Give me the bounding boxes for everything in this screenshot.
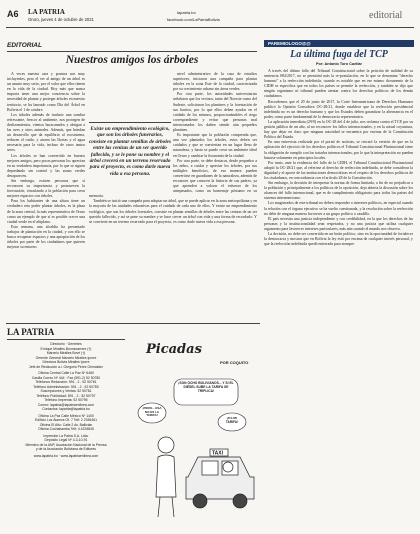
masthead-row: Casilla Correo Nº 444 · Fax (591-2) 52 50780 xyxy=(31,375,101,380)
bubble-reply xyxy=(218,413,246,431)
opinion-paragraph: El país necesita una justicia independiente y con credibilidad, en la que los derechos de las personas y la institucionalidad sean respetados, y no una justicia que utiliza cualquier argumento para favorecer intereses particulares, más aún cuando el mundo nos observa. xyxy=(264,216,413,231)
section-name: editorial xyxy=(369,10,403,21)
page-number: A6 xyxy=(7,9,19,19)
editorial-paragraph: Los árboles además de traducir una sombra refrescante, frescor al ambiente, nos protegen de deslizamientos, vientos huracanados y abrigan a las aves y otros animales. Además, que brindan un desarrollo que da equilibrio al ecosistema, reducen el ruido, y atraen las lluvias y el agua necesaria para la vida, incluso de otros tantos seres. xyxy=(7,112,85,153)
pullquote-top-rule xyxy=(89,122,171,123)
editorial-column-1 xyxy=(7,72,85,250)
editorial-title: Nuestros amigos los árboles xyxy=(65,54,199,66)
masthead-row: Teléfono Imprenta: 52 50795 xyxy=(44,398,88,402)
masthead-row: Miembro de la ANP, Asociación Nacional de la Prensa xyxy=(25,442,107,447)
masthead-row: Oficina La Paz Calle México Nº 1400 xyxy=(38,413,94,418)
masthead-rule xyxy=(7,339,125,340)
editorial-column-2 xyxy=(89,72,257,316)
masthead-row: Enrique Miralles Bonnecarrere (†) xyxy=(40,346,92,351)
opinion-paragraph: Recordemos que el 29 de junio de 2017, la Corte Interamericana de Derechos Humanos publicó la Opinión Consultiva OC-28/21, donde establece que la reelección presidencial indefinida no es un derecho humano y que los Estados deben garantizar la alternancia en el poder, como parte fundamental de la democracia representativa. xyxy=(264,99,413,119)
masthead-row: Teléfono Administración: 591 - 2 - 52 50780 xyxy=(33,384,99,389)
editorial-paragraph: Para los habitantes de una altura tiene un verdadero reto poder plantar árboles, es la plaza de la zona central, la más representativa de Oruro como un ejemplo de que sí es posible crecer una ciudad verde en el altiplano. xyxy=(7,199,85,224)
bubble-reply-text: ¡ES MI TARIFA! xyxy=(225,417,239,424)
pullquote-text: Existe un emprendimiento ecológico, que son los árboles funerarios, consiste en plantar semillas de árboles entre las cenizas de un ser querido fallecido, y se le pone su nombre y el árbol crecerá en un terreno reservado para el proyecto, es como darle nueva vida a esa persona. xyxy=(89,126,171,177)
opinion-title: La última fuga del TCP xyxy=(290,49,388,60)
header-facebook[interactable]: facebook.com/LaPatriaBolivia xyxy=(167,17,220,22)
masthead-rows xyxy=(7,342,125,458)
bubble-driver-text: ¡SON OCHO BOLIVIANOS... Y SI EL DIÉSEL SUBE LA TARIFA SE TRIPLICA! xyxy=(178,381,234,393)
masthead-row: Directorio · Gerentes xyxy=(50,342,82,346)
taxi-car xyxy=(186,449,254,508)
mid-page-rule xyxy=(6,323,260,324)
opinion-paragraph: En una entrevista realizada por el portal de noticias, se rescató la versión de que en la aplicación del ejercicio de los derechos políticos el Tribunal Constitucional Plurinacional tiene la obligación de cumplir con los tratados internacionales, por lo que la interpretación no pueden basarse solamente en principios locales. xyxy=(264,140,413,160)
opinion-author: Por: Antonio Toro Cuellar xyxy=(316,62,362,66)
masthead-brand: LA PATRIA xyxy=(7,327,55,337)
masthead-row: Depósito Legal Nº 4-3-10-91 xyxy=(44,438,88,442)
opinion-article xyxy=(264,34,414,529)
masthead-row: Edificio Los Álamos Of. 7 Telf: 2 2336461 xyxy=(35,418,97,422)
header-brand: LA PATRIA xyxy=(28,8,65,16)
masthead-row: Teléfono Publicidad: 591 - 2 - 52 50797 xyxy=(36,393,96,398)
opinion-paragraph: Los magistrados de este tribunal no deben responder a intereses políticos, en especial cuando la relación con el órgano ejecutivo se ha vuelto cuestionada, y la resolución sobre la reelección no debe de ninguna manera favorecer a un grupo político o caudillo. xyxy=(264,201,413,216)
opinion-paragraph: A través del último fallo del Tribunal Constitucional sobre la petición de nulidad de su sentencia 084/2017, no se permitirá más la re-postulación, en lo que se denomina "derecho humano" a la reelección indefinida, cuando es notable que en ese mismo documento de la CIDH se especifica que en todos los países se permite la reelección, y también se dijo que ningún organismo ni tribunal pueden atentar contra los derechos políticos de los demás ciudadanos. xyxy=(264,69,413,99)
masthead-row: Oficina El Alto: Calle 2 Av. Ballivián xyxy=(39,422,93,427)
cartoon-panel xyxy=(132,327,260,529)
header-rule xyxy=(6,27,414,28)
masthead-row: Marcelo Miralles Bové (†) xyxy=(46,351,86,355)
masthead-row: Oficina Central Calle La Paz Nº 6460 xyxy=(38,371,94,375)
masthead-row: y de la Asociación Boliviana de Editores xyxy=(36,447,96,451)
editorial-paragraph: Los árboles se han convertido en buenos mejores amigos, pero pocas personas los aprecian en su verdadera importancia, por lo que se siguen depredando sin control y las zonas verdes desaparecen. xyxy=(7,153,85,178)
cartoon-drawing xyxy=(132,327,260,529)
header-date: Oruro, jueves 4 de octubre de 2021 xyxy=(28,17,94,22)
bubble-passenger xyxy=(138,403,166,423)
page-header xyxy=(0,0,420,34)
opinion-paragraph: La aplicación inmediata (29/9) en la OC-28 del 4 de julio, nos reclama contra el TCP, por su gestión pública de un año, al no reconocer los fallos internacionales, y en la actual coyuntura, hay que dejar en claro que ninguna autoridad se encuentra por encima de la Constitución Política del Estado. xyxy=(264,119,413,140)
masthead-row: Contactos: lapatria@lapatria.bo xyxy=(42,407,90,411)
cartoon-credit: POR COQUITO xyxy=(220,360,249,365)
masthead-row: Suscripciones y Ventas: 52 50781 xyxy=(40,389,92,393)
editorial-label: EDITORIAL xyxy=(7,42,42,49)
opinion-body xyxy=(264,69,413,524)
editorial-paragraph: Es importante que la población comprenda que, una vez plantados los árboles, estos deben ser cuidados y que se conviertan en un lugar lleno de naturaleza, y hasta se puede crear un ambiente ideal en Oruro y cambiar la fisonomía de la ciudad. xyxy=(173,133,257,158)
header-web[interactable]: lapatria.bo xyxy=(177,10,196,15)
masthead-row: Teléfonos Redacción: 591 - 2 - 52 50781 xyxy=(35,380,97,384)
editorial-paragraph: nivel administrativo de la casa de estudios superiores, iniciaron una campaña para plantar árboles en la zona Este de la ciudad, caracterizada por su crecimiento urbano sin áreas verdes. xyxy=(173,72,257,92)
editorial-pullquote xyxy=(89,122,171,177)
bubble-passenger-text: ¡PERO... ESA NO ES LA TARIFA! xyxy=(142,407,162,418)
editorial-paragraph: Esta semana, una alcaldía ha presentado trabajos de plantación en la ciudad, y con ello se busca recuperar espacios y una apropiación de los árboles por parte de los ciudadanos que quieren mejorar su entorno. xyxy=(7,224,85,250)
bubble-driver xyxy=(174,379,238,405)
masthead-row: Oficina Cochabamba Telf: 4 4226845 xyxy=(38,427,94,431)
editorial-paragraph: Por otra parte, se debe destacar, desde pequeños a los niños, a cuidar y apreciar los árboles, por sus múltiples beneficios, de esa manera pueden convertirse en guardianes de la naturaleza, además de reconocer que conocen la historia de sus padres, ya que aprenden a valorar el esfuerzo de los antepasados, como un homenaje póstumo en su memoria. xyxy=(89,158,257,199)
editorial-paragraph: También se inició una campaña para adoptar un árbol, que se puede aplicar en la zona metropolitana y en la mayoría de las unidades educativas para el cuidado de cada uno de ellos. Y existe un emprendimiento ecológico, que son los árboles forestales, consiste en plantar semillas de árboles entre las cenizas de un ser querido fallecido, y así se pone su nombre y se hace crecer un árbol con vida y una forma de recordarlo. Y se convierte en un terreno reservado para el proyecto, es como darle nueva vida a esa persona. xyxy=(89,199,257,224)
masthead-row: Impresión La Patria S.A. Ltda. xyxy=(43,433,89,438)
masthead-row: www.lapatria.bo · www.lapatriaenlinea.com xyxy=(33,453,99,458)
opinion-category: PAREMIOLOGO@@ xyxy=(264,40,414,47)
opinion-paragraph: La decisión, no debe ser convertida en un botín político, sino en la oportunidad de fortalecer la democracia y mostrar que en Bolivia la ley está por encima de cualquier interés personal, y que la reelección indefinida quedó enterrada para siempre. xyxy=(264,232,413,247)
masthead-box xyxy=(7,327,125,529)
editorial-article xyxy=(7,34,259,319)
editorial-paragraph: Sin embargo, existen personas que sí reconocen su importancia y promueven la forestación, vinculando a la población para crear mejores espacios con árboles. xyxy=(7,178,85,199)
opinion-paragraph: Por tanto, ante la evidencia del fallo de la CIDH, el Tribunal Constitucional Plurinacional adoptó la OC-28/21 que, al referirse al derecho de reelección indefinida, se debe considerar la dignidad y el aporte de las instituciones democráticas en el respeto de los derechos políticos de los ciudadanos, en concordancia con el artículo 28 de la Constitución. xyxy=(264,160,413,180)
taxi-sign: TAXI xyxy=(212,450,224,457)
passenger-figure xyxy=(156,437,176,517)
opinion-paragraph: Sin embargo, la decisión de interpretar la norma de forma limitada, a fin de no perjudicar a la población y principalmente a los políticos de la oposición, deja abierta la discusión sobre los alcances del fallo internacional, que es de cumplimiento obligatorio para todos los países del sistema interamericano. xyxy=(264,181,413,201)
masthead-row: Gerente General Marcelo Miralles Iporre xyxy=(35,355,97,360)
masthead-row: Directora Bolivia Miralles Iporre xyxy=(42,360,90,364)
masthead-row: Jefe de Redacción a.i. Gregorio Pérez Grimaldez xyxy=(29,364,103,369)
editorial-rule xyxy=(7,51,257,52)
cartoon-title: Picadas xyxy=(146,342,202,357)
editorial-paragraph: A veces nuestra cara y postura son muy incluyentes, pero el ver al amigo de un árbol es un asunto muy serio, por el valor que ellos tienen en la vida de la ciudad. Hoy más que nunca importa tener una mejor conciencia sobre la necesidad de plantar y proteger árboles en nuestro territorio, se ha lanzado como Día del Árbol en Bolivia el 1 de octubre. xyxy=(7,72,85,112)
editorial-paragraph: Por otra parte, los autoridades universitarias señalaron que los vecinos, tanto del Noreste como del Sudeste, solicitaron los plantines y la forestación de sus barrios, por lo que ellos deben ayudar en el cuidado de los mismos, proporcionándoles el riego correspondiente y evitar que personas mal intencionadas los dañen siendo aún pequeños plantines. xyxy=(173,92,257,133)
masthead-row: Correo: lapatria@lapatriaenlinea.com xyxy=(37,402,95,407)
